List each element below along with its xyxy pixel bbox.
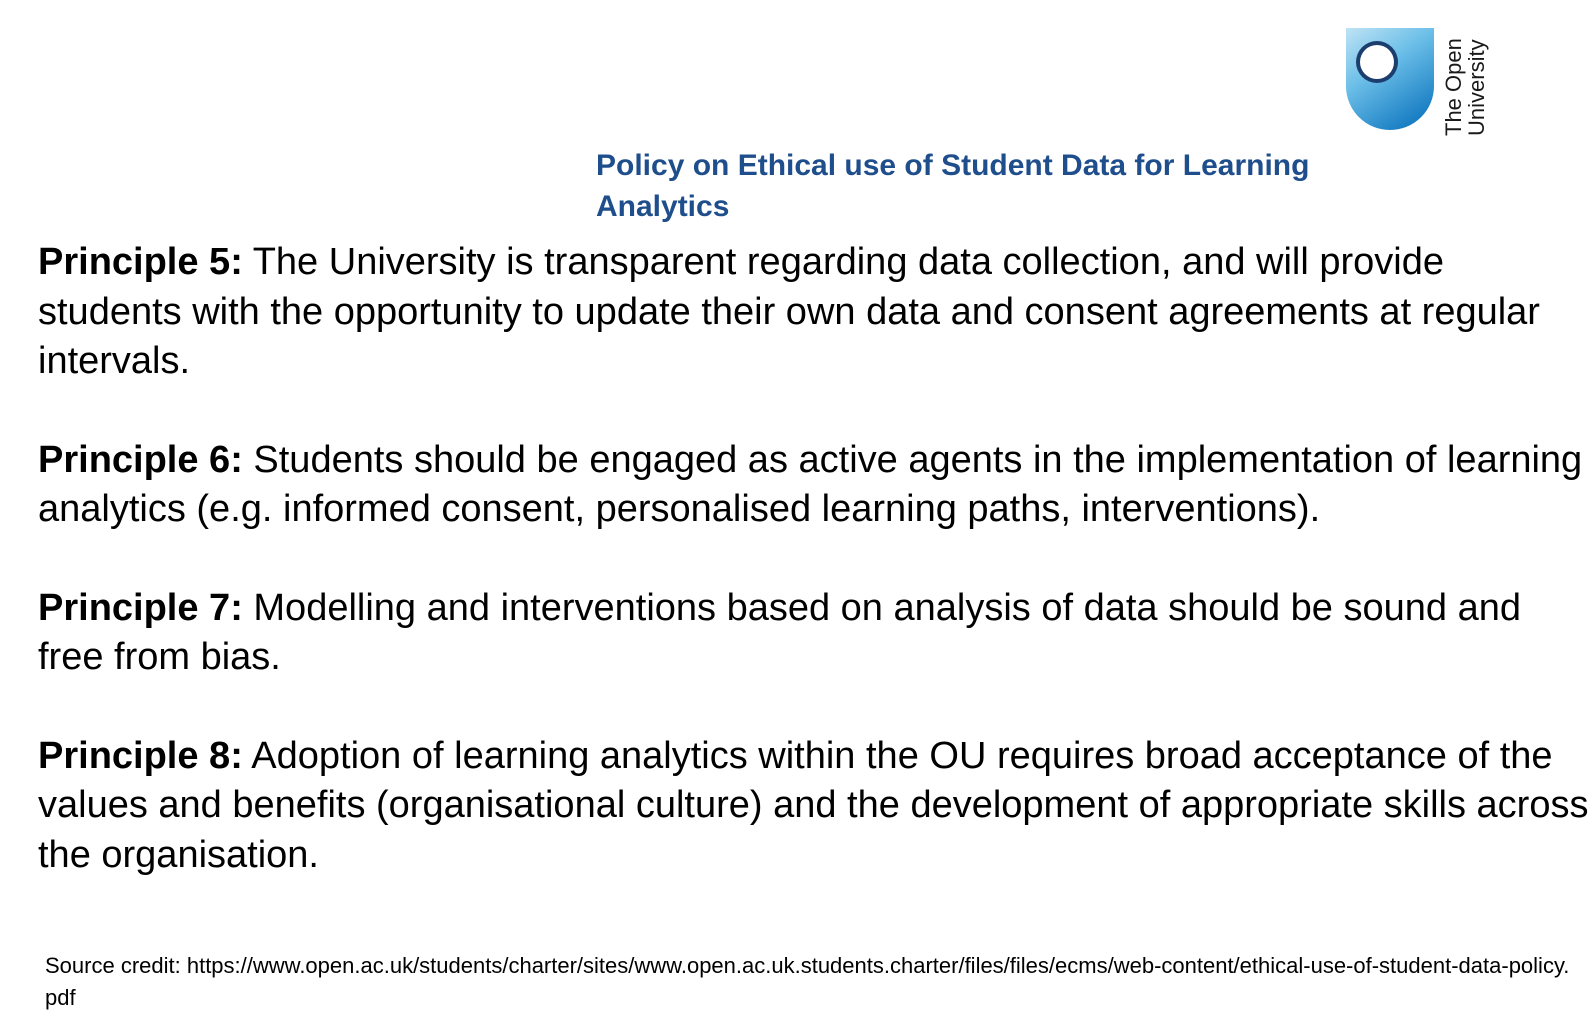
principles-list	[38, 238, 1590, 929]
source-credit: Source credit: https://www.open.ac.uk/students/charter/sites/www.open.ac.uk.students.charter/files/files/ecms/web-content/ethical-use-of-student-data-policy.pdf	[45, 953, 1570, 1010]
principle-6-text: Students should be engaged as active agents in the implementation of learning analytics (e.g. informed consent, personalised learning paths, interventions).	[38, 438, 1583, 530]
principle-8-text: Adoption of learning analytics within the OU requires broad acceptance of the values and benefits (organisational culture) and the development of appropriate skills across the organisation.	[38, 734, 1589, 876]
principle-8	[38, 732, 1590, 881]
open-university-logo-text	[1442, 26, 1512, 136]
document-title	[596, 145, 1396, 227]
principle-5-text: The University is transparent regarding data collection, and will provide students with the opportunity to update their own data and consent agreements at regular intervals.	[38, 241, 1540, 382]
document-title-line2: Analytics	[596, 190, 730, 223]
principle-5	[38, 238, 1590, 387]
principle-7	[38, 584, 1590, 683]
principle-6-label: Principle 6:	[38, 438, 243, 481]
principle-8-label: Principle 8:	[38, 734, 243, 777]
principle-7-text: Modelling and interventions based on analysis of data should be sound and free from bias.	[38, 586, 1521, 678]
principle-6	[38, 436, 1590, 535]
document-title-line1: Policy on Ethical use of Student Data for Learning	[596, 149, 1310, 182]
open-university-shield-icon	[1340, 24, 1440, 140]
logo-text-line1: The Open	[1441, 38, 1466, 136]
logo-text-line2: University	[1464, 39, 1489, 136]
principle-7-label: Principle 7:	[38, 586, 243, 629]
principle-5-label: Principle 5:	[38, 241, 243, 283]
